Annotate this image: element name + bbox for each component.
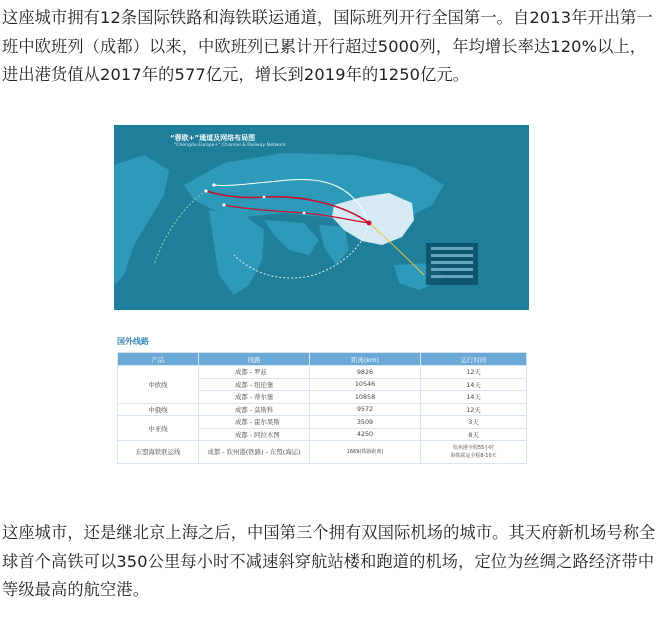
cell-time: 3天 [421, 416, 527, 429]
network-map-image [114, 125, 529, 310]
cell-time-line: 海铁联运全程8-10天 [450, 453, 497, 459]
cell-product: 中欧线 [118, 366, 199, 404]
intro-paragraph: 这座城市拥有12条国际铁路和海铁联运通道，国际班列开行全国第一。自2013年开出第一班中欧班列（成都）以来，中欧班列已累计开行超过5000列，年均增长率达120%以上，进出港货值从2017年的577亿元，增长到2019年的1250亿元。 [2, 8, 653, 84]
cell-product: 中亚线 [118, 416, 199, 441]
cell-route: 成都 - 阿拉木图 [199, 428, 310, 441]
cell-distance: 1669(铁路距离) [310, 441, 421, 464]
cell-distance: 9572 [310, 403, 421, 416]
cell-route: 成都 - 蒂尔堡 [199, 391, 310, 404]
routes-table [117, 352, 527, 464]
cell-product: 东盟海铁联运线 [118, 441, 199, 464]
cell-route: 成都 - 纽伦堡 [199, 378, 310, 391]
cell-time-line: 钦州港全程55小时 [452, 445, 495, 451]
cell-route: 成都 - 罗兹 [199, 366, 310, 379]
table-row [118, 416, 527, 429]
cell-distance: 9826 [310, 366, 421, 379]
table-row [118, 441, 527, 464]
cell-time: 12天 [421, 366, 527, 379]
col-header-time: 运行时间 [421, 353, 527, 366]
cell-time: 14天 [421, 378, 527, 391]
cell-distance: 10858 [310, 391, 421, 404]
cell-time [421, 441, 527, 464]
col-header-product: 产品 [118, 353, 199, 366]
table-title: 国外线路 [117, 337, 149, 346]
table-row [118, 403, 527, 416]
table-row [118, 366, 527, 379]
cell-time: 12天 [421, 403, 527, 416]
cell-time: 14天 [421, 391, 527, 404]
col-header-distance: 距离(km) [310, 353, 421, 366]
map-subtitle: "Chengdu-Europe+" Channel & Railway Network [174, 143, 286, 148]
cell-product: 中俄线 [118, 403, 199, 416]
cell-distance: 10546 [310, 378, 421, 391]
cell-route: 成都 - 莫斯科 [199, 403, 310, 416]
cell-route: 成都 - 霍尔果斯 [199, 416, 310, 429]
map-title: “蓉欧+”通道及网络布局图 [170, 134, 256, 142]
airport-paragraph: 这座城市，还是继北京上海之后，中国第三个拥有双国际机场的城市。其天府新机场号称全球首个高铁可以350公里每小时不减速斜穿航站楼和跑道的机场，定位为丝绸之路经济带中等级最高的航空港。 [2, 523, 656, 599]
col-header-route: 线路 [199, 353, 310, 366]
cell-distance: 3509 [310, 416, 421, 429]
map-legend [426, 243, 478, 285]
cell-route: 成都 - 钦州港(铁路) - 东盟(海运) [199, 441, 310, 464]
cell-time: 8天 [421, 428, 527, 441]
cell-distance: 4250 [310, 428, 421, 441]
